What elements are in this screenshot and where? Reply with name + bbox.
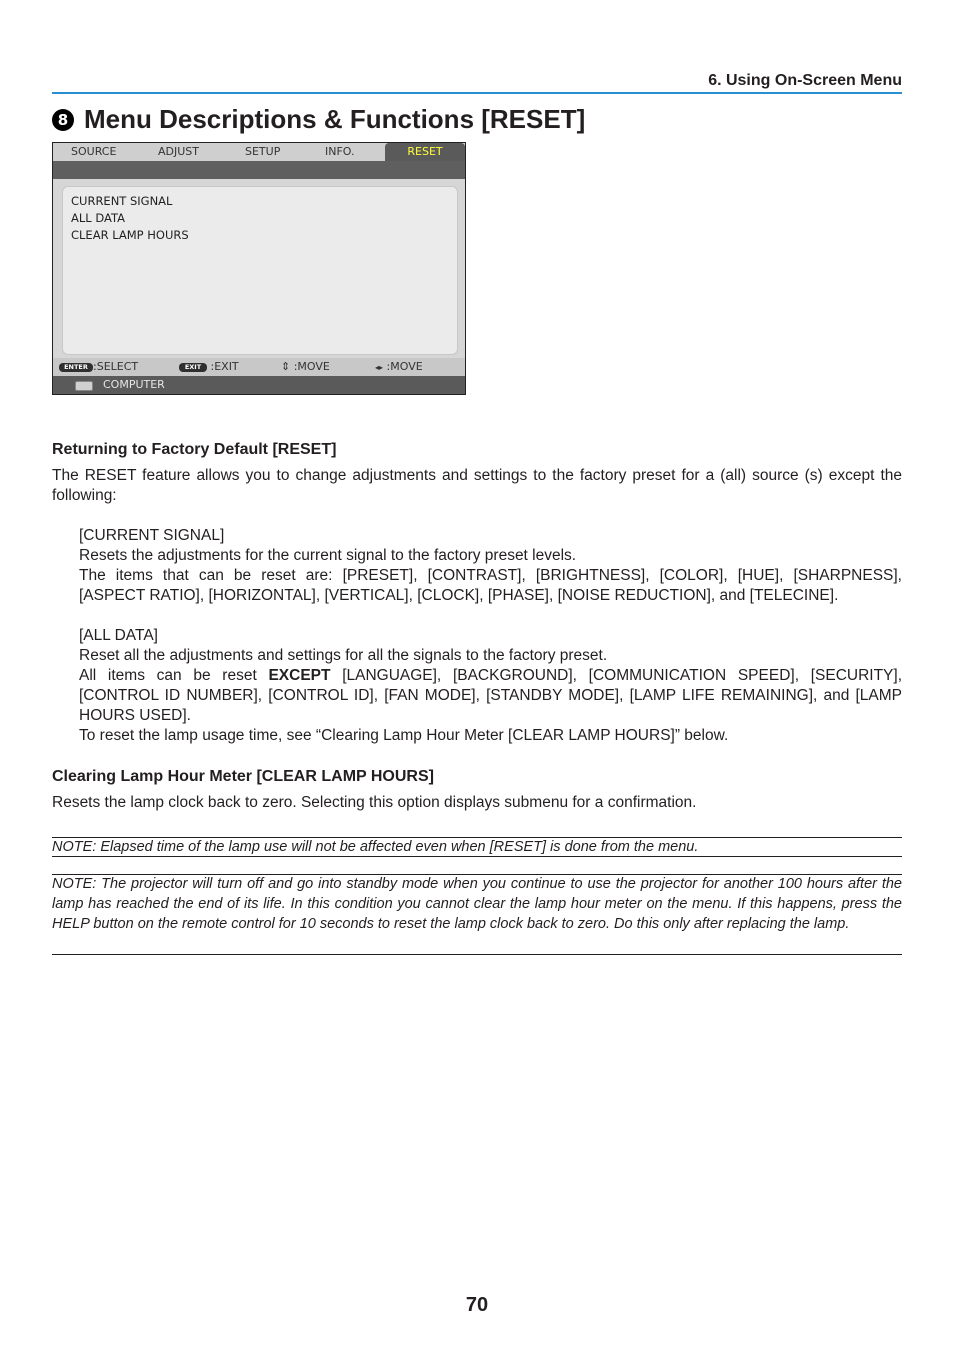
all-data-line3: To reset the lamp usage time, see “Clearing Lamp Hour Meter [CLEAR LAMP HOURS]” below. (79, 727, 729, 744)
osd-tab-bar (53, 143, 465, 162)
page-number: 70 (465, 1294, 489, 1316)
clearing-body: Resets the lamp clock back to zero. Selecting this option displays submenu for a confirmation. (52, 794, 697, 811)
computer-port-icon (75, 381, 93, 391)
left-right-arrow-icon: ◂▸ (375, 363, 384, 372)
osd-item-current-signal[interactable]: CURRENT SIGNAL (71, 194, 173, 208)
osd-status-bar (53, 376, 465, 394)
note-2: NOTE: The projector will turn off and go into standby mode when you continue to use the projector for another 100 hours after the lamp has reached the end of its life. In this condition you cannot clear the lamp hour meter on the menu. If this happens, press the HELP button on the remote control for 10 seconds to reset the lamp clock back to zero. Do this only after replacing the lamp. (52, 876, 902, 932)
clearing-heading: Clearing Lamp Hour Meter [CLEAR LAMP HOURS] (52, 768, 434, 785)
section-number-badge: 8 (52, 109, 74, 131)
except-emphasis: EXCEPT (268, 667, 331, 684)
osd-tab-adjust[interactable]: ADJUST (158, 145, 199, 158)
osd-tab-source[interactable]: SOURCE (71, 145, 117, 158)
chapter-header: 6. Using On-Screen Menu (52, 70, 902, 94)
all-data-line1: Reset all the adjustments and settings for all the signals to the factory preset. (79, 647, 608, 664)
osd-item-all-data[interactable]: ALL DATA (71, 211, 125, 225)
current-signal-items: The items that can be reset are: [PRESET], [CONTRAST], [BRIGHTNESS], [COLOR], [HUE], [SHARPNESS], [ASPECT RATIO], [HORIZONTAL], [VERTICAL], [CLOCK], [PHASE], [NOISE REDUCTION], and [TELECINE]. (79, 567, 902, 604)
enter-key-icon: ENTER (59, 363, 93, 372)
all-data-label: [ALL DATA] (79, 627, 158, 644)
osd-footer (53, 358, 465, 376)
osd-item-panel (62, 186, 458, 355)
osd-footer-move-horizontal: ◂▸ :MOVE (375, 360, 423, 373)
osd-tab-info[interactable]: INFO. (325, 145, 355, 158)
osd-footer-exit: EXIT :EXIT (179, 358, 239, 376)
returning-heading: Returning to Factory Default [RESET] (52, 441, 337, 458)
osd-item-clear-lamp-hours[interactable]: CLEAR LAMP HOURS (71, 228, 189, 242)
note-rule-bottom-2 (52, 954, 902, 955)
osd-tab-reset[interactable]: RESET (385, 143, 465, 161)
osd-tab-setup[interactable]: SETUP (245, 145, 281, 158)
current-signal-label: [CURRENT SIGNAL] (79, 527, 225, 544)
section-title-text: Menu Descriptions & Functions [RESET] (84, 104, 586, 134)
osd-menu-screenshot (52, 142, 466, 395)
exit-key-icon: EXIT (179, 363, 207, 372)
all-data-except: All items can be reset EXCEPT [LANGUAGE], [BACKGROUND], [COMMUNICATION SPEED], [SECURITY], [CONTROL ID NUMBER], [CONTROL ID], [FAN MODE], [STANDBY MODE], [LAMP LIFE REMAINING], and [LAMP HOURS USED]. (79, 667, 902, 724)
osd-tab-underbar (53, 161, 465, 179)
returning-intro: The RESET feature allows you to change adjustments and settings to the factory preset for a (all) source (s) except the following: (52, 467, 902, 504)
note-1: NOTE: Elapsed time of the lamp use will not be affected even when [RESET] is done from the menu. (52, 839, 699, 855)
current-signal-line1: Resets the adjustments for the current signal to the factory preset levels. (79, 547, 577, 564)
note-rule-bottom-1 (52, 856, 902, 857)
section-title (52, 102, 902, 136)
osd-status-source: COMPUTER (103, 378, 165, 391)
up-down-arrow-icon: ⇕ (281, 360, 291, 373)
osd-footer-select: ENTER :SELECT (59, 358, 138, 376)
osd-footer-move-vertical: ⇕ :MOVE (281, 360, 330, 373)
